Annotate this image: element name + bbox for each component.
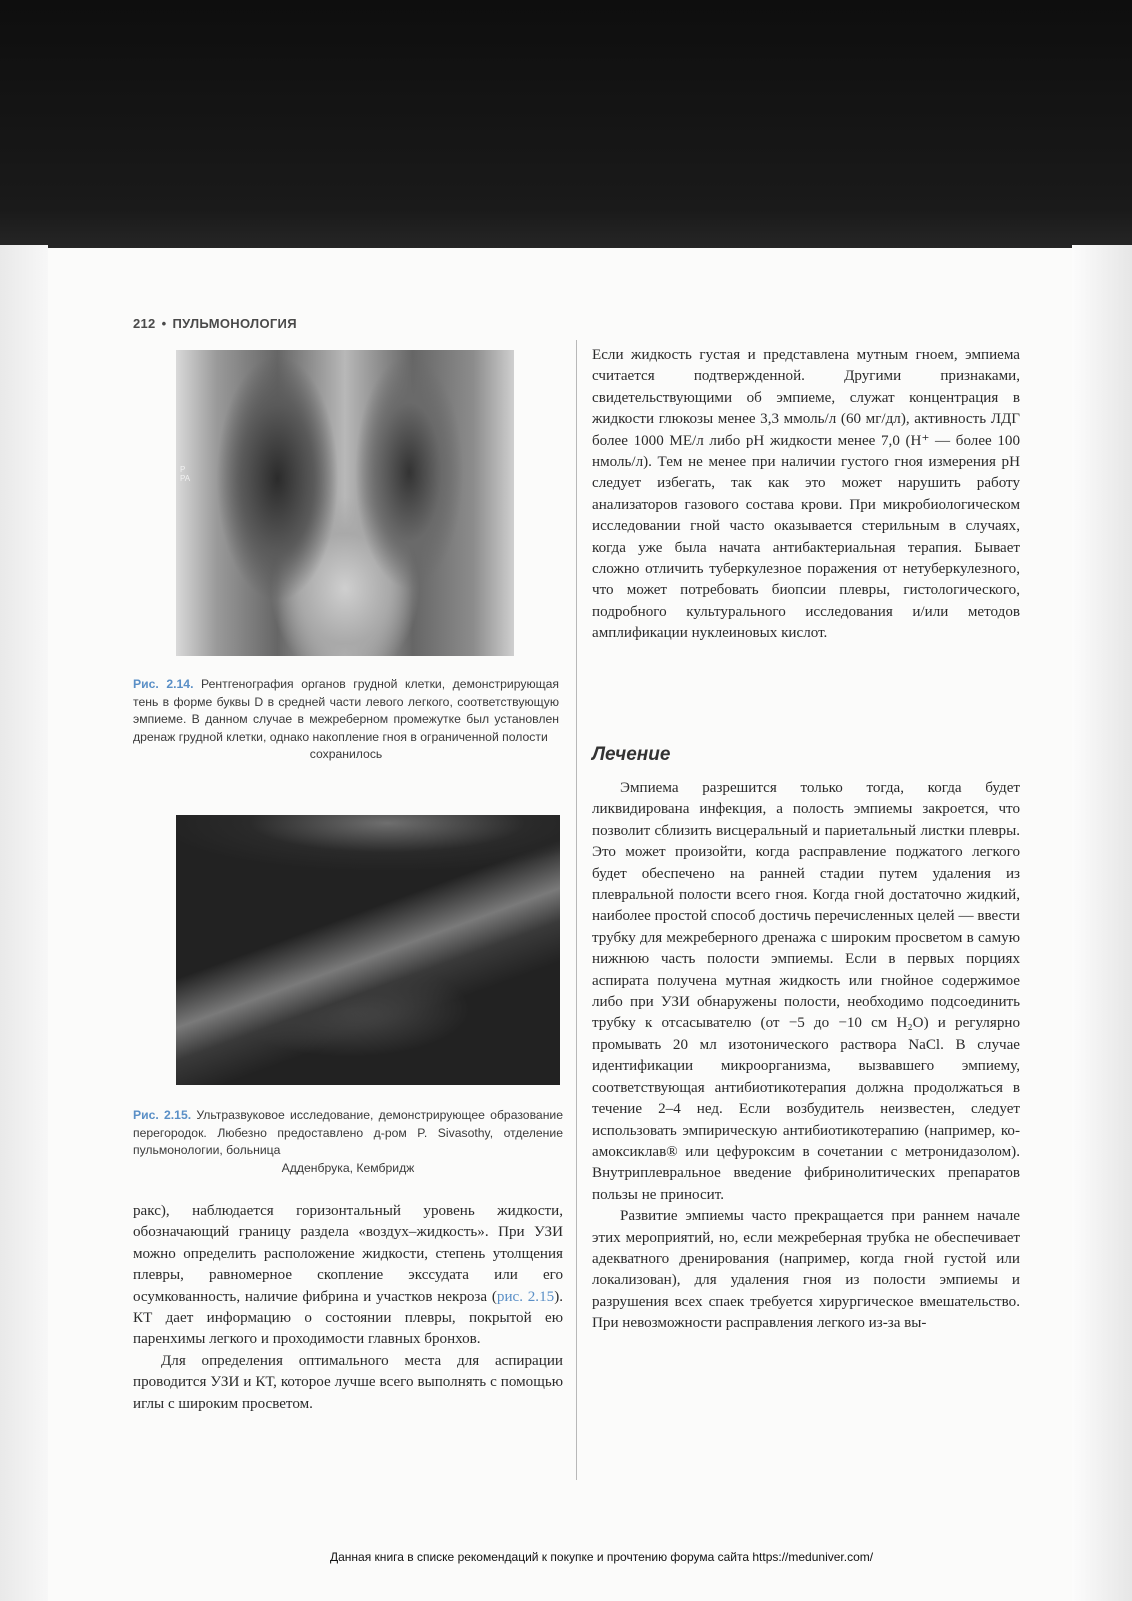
left-paragraph-1 — [133, 1201, 563, 1351]
right-paragraph-1: Если жидкость густая и представлена мутным гноем, эмпиема считается подтвержденной. Другими признаками, свидетельствующими об эмпиеме, служат концентрация в жидкости глюкозы менее 3,3 ммоль/л (60 мг/дл), активность ЛДГ более 1000 МЕ/л либо рН жидкости менее 7,0 (H⁺ — более 100 нмоль/л). Тем не менее при наличии густого гноя измерения рН следует избегать, так как это может нарушить работу анализаторов газового состава крови. При микробиологическом исследовании гной часто оказывается стерильным в случаях, когда уже была начата антибактериальная терапия. Бывает сложно отличить туберкулезное поражения от нетуберкулезного, что может потребовать биопсии плевры, гистологического, подробного культурального исследования и/или методов амплификации нуклеиновых кислот. — [592, 347, 1020, 642]
head-separator: • — [161, 316, 167, 331]
left-paragraph-2: Для определения оптимального места для аспирации проводится УЗИ и КТ, которое лучше всего выполнять с помощью иглы с широким просветом. — [133, 1352, 563, 1412]
running-head — [133, 316, 297, 331]
xray-marker: P PA — [180, 465, 191, 483]
column-divider — [576, 340, 577, 1480]
figure-2-15-caption — [133, 1107, 563, 1177]
figure-2-14-label: Рис. 2.14. — [133, 677, 194, 691]
scanner-dark-area — [0, 0, 1132, 262]
figure-2-15-label: Рис. 2.15. — [133, 1108, 192, 1122]
right-column-top-text — [592, 345, 1020, 645]
section-heading: Лечение — [592, 744, 671, 765]
figure-2-14-text: Рентгенография органов грудной клетки, демонстрирующая тень в форме буквы D в средней части левого легкого, соответствующую эмпиеме. В данном случае в межреберном промежутке был установлен дренаж грудной клетки, однако накопление гноя в ограниченной полости — [133, 677, 559, 744]
right-column-bottom-text — [592, 778, 1020, 1335]
left-p1-text: ракс), наблюдается горизонтальный уровень жидкости, обозначающий границу раздела «воздух–жидкость». При УЗИ можно определить расположение жидкости, степень утолщения плевры, равномерное скопление экссудата или его осумкованность, наличие фибрина и участков некроза ( — [133, 1203, 563, 1305]
figure-2-14-caption — [133, 676, 559, 764]
page-right-shadow — [1072, 245, 1132, 1601]
ultrasound-image — [176, 815, 560, 1085]
left-p1-text-end: ). КТ дает информацию о состоянии плевры, покрытой ею паренхимы легкого и проходимости главных бронхов. — [133, 1288, 563, 1348]
figure-2-15-text: Ультразвуковое исследование, демонстрирующее образование перегородок. Любезно предоставлено д-ром P. Sivasothy, отделение пульмонологии, больница — [133, 1108, 564, 1158]
page-left-shadow — [0, 245, 48, 1601]
right-paragraph-2: Эмпиема разрешится только тогда, когда будет ликвидирована инфекция, а полость эмпиемы закроется, что позволит сблизить висцеральный и париетальный листки плевры. Это может произойти, когда расправление поджатого легкого будет обеспечено на ранней стадии путем удаления из плевральной полости всего гноя. Когда гной достаточно жидкий, наиболее простой способ достичь перечисленных целей — ввести трубку для межреберного дренажа с широким просветом в самую нижнюю часть полости эмпиемы. Если в первых порциях аспирата получена мутная жидкость или гнойное содержимое либо при УЗИ обнаружены полости, необходимо подсоединить трубку к отсасывателю (от −5 до −10 см H₂O) и регулярно промывать 20 мл изотонического раствора NaCl. В случае идентификации микроорганизма, вызвавшего эмпиему, соответствующая антибиотикотерапия должна продолжаться в течение 2–4 нед. Если возбудитель неизвестен, следует использовать эмпирическую антибиотикотерапию (например, ко-амоксиклав® или цефуроксим в сочетании с метронидазолом). Внутриплевральное введение фибринолитических препаратов пользы не приносит. — [592, 780, 1020, 1203]
figure-2-14-text-end: сохранилось — [309, 747, 383, 762]
right-paragraph-3: Развитие эмпиемы часто прекращается при раннем начале этих мероприятий, но, если межреберная трубка не обеспечивает адекватного дренирования (например, когда гной густой или локализован), для удаления гноя из полости эмпиемы и разрушения всех спаек требуется хирургическое вмешательство. При невозможности расправления легкого из-за вы- — [592, 1208, 1020, 1332]
figure-2-15-link[interactable]: рис. 2.15 — [496, 1288, 555, 1305]
figure-2-15-text-end: Адденбрука, Кембридж — [281, 1160, 415, 1175]
footer-note: Данная книга в списке рекомендаций к покупке и прочтению форума сайта https://meduniver.com/ — [330, 1550, 874, 1564]
chest-xray-image — [176, 350, 514, 656]
page-number: 212 — [133, 316, 156, 331]
left-column-text — [133, 1201, 563, 1415]
running-head-title: ПУЛЬМОНОЛОГИЯ — [172, 316, 297, 331]
